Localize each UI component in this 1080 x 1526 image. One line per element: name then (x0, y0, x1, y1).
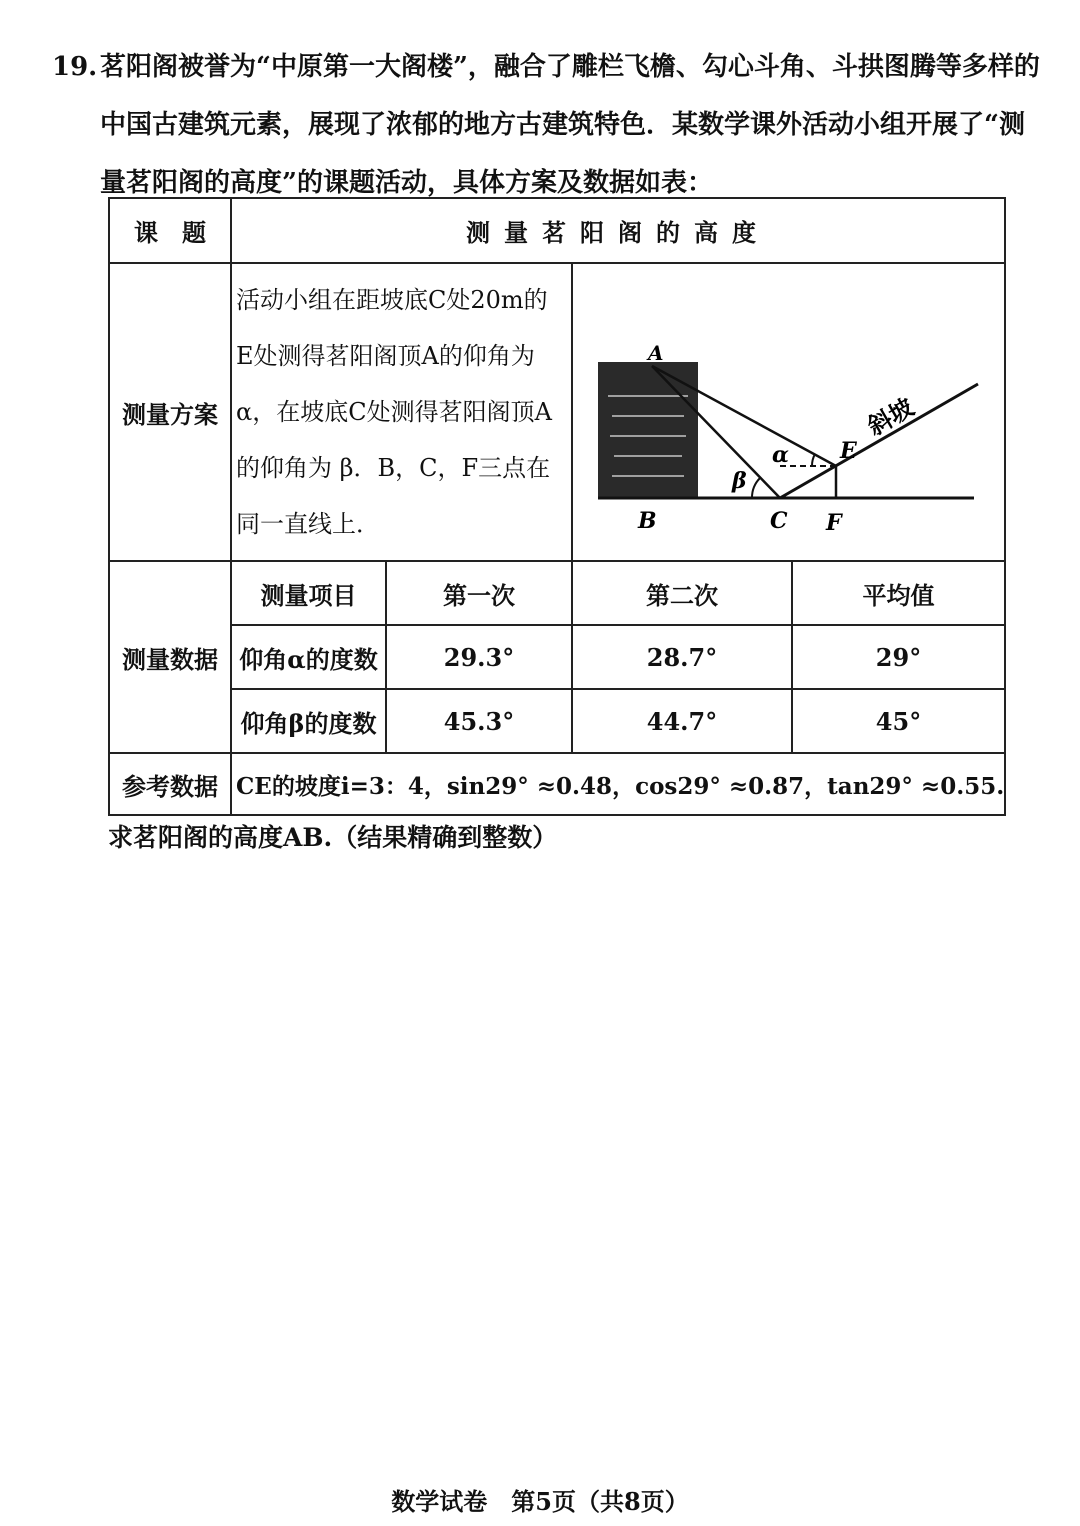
plan-line: E处测得茗阳阁顶A的仰角为 (236, 342, 535, 370)
plan-line: α，在坡底C处测得茗阳阁顶A (236, 398, 552, 426)
activity-table (108, 197, 1006, 816)
label-f: F (825, 510, 842, 536)
row-average: 29° (792, 625, 1005, 689)
row-first: 45.3° (386, 689, 572, 753)
label-a: A (647, 341, 664, 365)
row-item: 仰角α的度数 (231, 625, 386, 689)
plan-line: 同一直线上． (236, 510, 380, 538)
reference-value: CE的坡度i=3：4，sin29° ≈0.48，cos29° ≈0.87，tan29° ≈0.55. (231, 753, 1005, 815)
plan-figure-cell (572, 263, 1005, 561)
table-row (109, 625, 1005, 689)
label-c: C (769, 508, 788, 534)
question-text (52, 38, 1040, 212)
header-item: 测量项目 (231, 561, 386, 625)
data-label: 测量数据 (109, 561, 231, 753)
header-average: 平均值 (792, 561, 1005, 625)
question-line-1: 19. 茗阳阁被誉为“中原第一大阁楼”，融合了雕栏飞檐、勾心斗角、斗拱图腾等多样的 (52, 38, 1022, 96)
topic-value: 测量茗阳阁的高度 (231, 198, 1005, 263)
label-e: E (839, 438, 857, 464)
plan-description (231, 263, 572, 561)
measurement-diagram (574, 266, 1004, 552)
alpha-arc (811, 454, 814, 466)
row-second: 44.7° (572, 689, 792, 753)
page-footer: 数学试卷 第5页（共8页） (391, 1487, 689, 1516)
row-average: 45° (792, 689, 1005, 753)
row-first: 29.3° (386, 625, 572, 689)
header-second: 第二次 (572, 561, 792, 625)
plan-line: 的仰角为 β．B，C，F三点在 (236, 454, 551, 482)
label-alpha: α (771, 442, 789, 468)
question-line-3: 量茗阳阁的高度”的课题活动，具体方案及数据如表： (100, 168, 713, 198)
question-ask: 求茗阳阁的高度AB.（结果精确到整数） (108, 823, 558, 852)
label-slope: 斜坡 (862, 392, 919, 442)
plan-label: 测量方案 (109, 263, 231, 561)
beta-arc (751, 478, 759, 498)
question-line-2: 中国古建筑元素，展现了浓郁的地方古建筑特色．某数学课外活动小组开展了“测 (100, 110, 1025, 140)
header-first: 第一次 (386, 561, 572, 625)
plan-line: 活动小组在距坡底C处20m的 (236, 286, 548, 314)
topic-label: 课 题 (109, 198, 231, 263)
question-number: 19. (52, 52, 98, 82)
reference-label: 参考数据 (109, 753, 231, 815)
table-row (109, 689, 1005, 753)
label-b: B (637, 508, 657, 534)
slope-line (780, 384, 978, 498)
row-second: 28.7° (572, 625, 792, 689)
row-item: 仰角β的度数 (231, 689, 386, 753)
label-beta: β (731, 468, 747, 494)
